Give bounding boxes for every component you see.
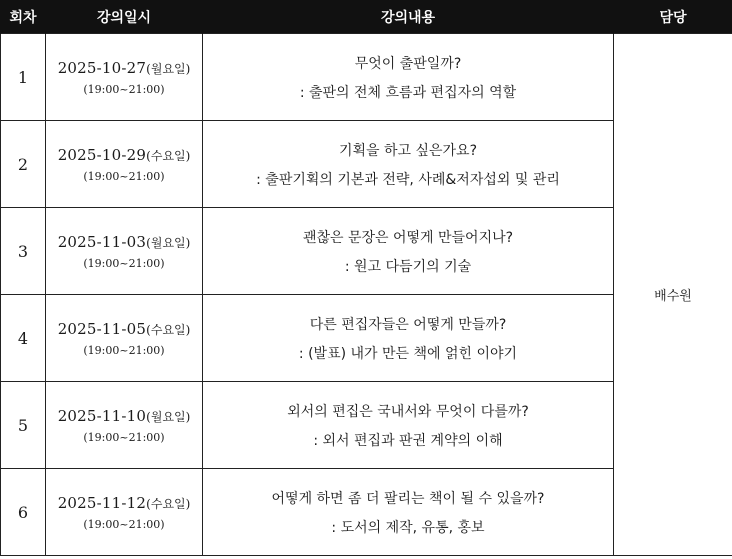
session-topic: : (발표) 내가 만든 책에 얽힌 이야기	[298, 345, 518, 362]
session-question: 괜찮은 문장은 어떻게 만들어지나?	[302, 229, 514, 246]
session-content	[203, 382, 614, 469]
session-content	[203, 121, 614, 208]
session-topic: : 원고 다듬기의 기술	[344, 258, 472, 275]
session-topic: : 도서의 제작, 유통, 홍보	[331, 519, 485, 536]
session-datetime	[46, 295, 203, 382]
session-number: 3	[1, 208, 46, 295]
session-day: (월요일)	[146, 236, 191, 250]
session-topic: : 출판의 전체 흐름과 편집자의 역할	[299, 84, 517, 101]
session-time: (19:00~21:00)	[83, 431, 165, 444]
session-topic: : 출판기획의 기본과 전략, 사례&저자섭외 및 관리	[256, 171, 560, 188]
session-number: 1	[1, 34, 46, 121]
table-row	[1, 34, 732, 121]
session-day: (월요일)	[146, 62, 191, 76]
session-date: 2025-11-03	[57, 233, 147, 251]
session-time: (19:00~21:00)	[83, 518, 165, 531]
session-question: 무엇이 출판일까?	[354, 55, 462, 72]
session-time: (19:00~21:00)	[83, 170, 165, 183]
session-date: 2025-11-12	[57, 494, 147, 512]
session-question: 어떻게 하면 좀 더 팔리는 책이 될 수 있을까?	[271, 490, 545, 507]
session-content	[203, 469, 614, 556]
session-day: (월요일)	[146, 410, 191, 424]
session-time: (19:00~21:00)	[83, 83, 165, 96]
session-question: 다른 편집자들은 어떻게 만들까?	[309, 316, 507, 333]
session-content	[203, 208, 614, 295]
session-number: 2	[1, 121, 46, 208]
session-datetime	[46, 382, 203, 469]
session-date: 2025-10-27	[57, 59, 147, 77]
session-datetime	[46, 121, 203, 208]
header-datetime: 강의일시	[46, 0, 203, 34]
session-question: 외서의 편집은 국내서와 무엇이 다를까?	[287, 403, 529, 420]
session-datetime	[46, 208, 203, 295]
session-date: 2025-10-29	[57, 146, 147, 164]
session-content	[203, 295, 614, 382]
session-day: (수요일)	[146, 497, 191, 511]
table-header-row	[1, 0, 732, 34]
session-time: (19:00~21:00)	[83, 344, 165, 357]
session-topic: : 외서 편집과 판권 계약의 이해	[313, 432, 503, 449]
instructor-name: 배수원	[614, 34, 732, 556]
header-instructor: 담당	[614, 0, 732, 34]
session-number: 5	[1, 382, 46, 469]
session-number: 6	[1, 469, 46, 556]
session-date: 2025-11-05	[57, 320, 147, 338]
session-question: 기획을 하고 싶은가요?	[338, 142, 478, 159]
session-time: (19:00~21:00)	[83, 257, 165, 270]
session-date: 2025-11-10	[57, 407, 147, 425]
session-datetime	[46, 34, 203, 121]
session-day: (수요일)	[146, 149, 191, 163]
header-session: 회차	[1, 0, 46, 34]
session-day: (수요일)	[146, 323, 191, 337]
session-datetime	[46, 469, 203, 556]
header-content: 강의내용	[203, 0, 614, 34]
session-content	[203, 34, 614, 121]
session-number: 4	[1, 295, 46, 382]
